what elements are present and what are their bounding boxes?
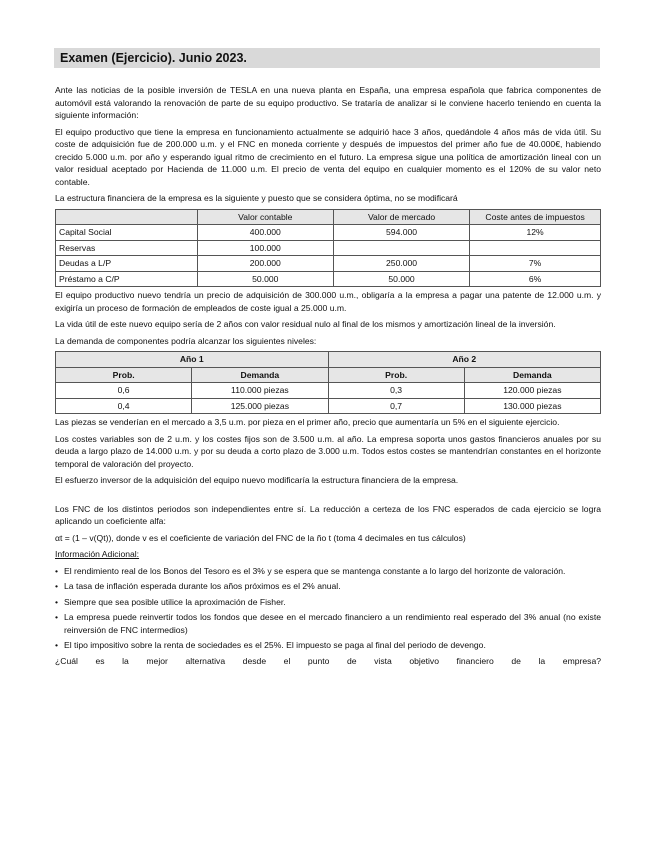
fnc-independence-paragraph: Los FNC de los distintos periodos son independientes entre sí. La reducción a certeza de los FNC esperados de cada ejercicio se logra aplicando un coeficiente alfa: (55, 503, 601, 526)
table-cell: 7% (470, 256, 601, 272)
current-equipment-paragraph: El equipo productivo que tiene la empresa en funcionamiento actualmente se adquirió hace 3 años, quedándole 4 años más de vida útil. Su coste de adquisición fue de 200.000 u.m. y el FNC en moneda corriente y después de impuestos del primer año fue de 40.000€, habiendo crecido 5.000 u.m. por año y esperando igual ritmo de crecimiento en el futuro. La empresa sigue una política de amortización lineal con un valor residual aceptado por Hacienda de 11.000 u.m. El precio de venta del equipo en cualquier momento es el 120% de su valor neto contable. (55, 126, 601, 187)
year-header: Año 1 (56, 352, 329, 368)
table-row (56, 398, 601, 414)
table-header-cell (56, 209, 198, 225)
table-header-cell: Coste antes de impuestos (470, 209, 601, 225)
table-header-cell: Prob. (56, 367, 192, 383)
table-cell: 0,6 (56, 383, 192, 399)
table-cell (333, 240, 469, 256)
table-header-cell: Prob. (328, 367, 464, 383)
table-cell: Capital Social (56, 225, 198, 241)
table-cell: 50.000 (333, 271, 469, 287)
table-cell: 6% (470, 271, 601, 287)
demand-intro: La demanda de componentes podría alcanzar los siguientes niveles: (55, 335, 317, 346)
list-item: • Siempre que sea posible utilice la aproximación de Fisher. (55, 596, 601, 609)
table-header-cell: Valor de mercado (333, 209, 469, 225)
table-cell: Deudas a L/P (56, 256, 198, 272)
table-cell: 594.000 (333, 225, 469, 241)
table-header-cell: Valor contable (197, 209, 333, 225)
list-item: • La empresa puede reinvertir todos los fondos que desee en el mercado financiero a un rendimiento real esperado del 3% anual (no existe reinversión de FNC intermedios) (55, 611, 601, 636)
list-item: • El rendimiento real de los Bonos del Tesoro es el 3% y se espera que se mantenga constante a lo largo del horizonte de valoración. (55, 565, 601, 578)
costs-paragraph: Los costes variables son de 2 u.m. y los costes fijos son de 3.500 u.m. al año. La empresa soporta unos gastos financieros anuales por su deuda a largo plazo de 14.000 u.m. y por su deuda a corto plazo de 3.000 u.m. Todos estos costes se mantendrían constantes en el horizonte temporal de valoración del proyecto. (55, 433, 601, 469)
table-cell: 100.000 (197, 240, 333, 256)
table-cell (470, 240, 601, 256)
table-cell: 125.000 piezas (192, 398, 328, 414)
table-cell: 12% (470, 225, 601, 241)
table-row (56, 256, 601, 272)
table-cell: 130.000 piezas (464, 398, 600, 414)
table-row (56, 240, 601, 256)
info-bullet-list (55, 565, 601, 652)
investment-effort-paragraph: El esfuerzo inversor de la adquisición del equipo nuevo modificaría la estructura financiera de la empresa. (55, 475, 459, 485)
table-cell: 50.000 (197, 271, 333, 287)
table-header-cell: Demanda (192, 367, 328, 383)
table-row (56, 271, 601, 287)
final-question: ¿Cuál es la mejor alternativa desde el punto de vista objetivo financiero de la empresa? (55, 655, 601, 666)
table-header-cell: Demanda (464, 367, 600, 383)
financial-structure-table (55, 209, 601, 288)
year-header: Año 2 (328, 352, 601, 368)
table-cell: 0,4 (56, 398, 192, 414)
table-cell: 400.000 (197, 225, 333, 241)
table-cell: Préstamo a C/P (56, 271, 198, 287)
table-cell: Reservas (56, 240, 198, 256)
alpha-formula: αt = (1 – v(Qt)), donde v es el coeficiente de variación del FNC de la ño t (toma 4 decimales en tus cálculos) (55, 532, 466, 543)
new-equipment-paragraph: El equipo productivo nuevo tendría un precio de adquisición de 300.000 u.m., obligaría a la empresa a pagar una patente de 12.000 u.m. y exigiría un proceso de formación de empleados de coste igual a 25.000 u.m. (55, 290, 601, 313)
exam-body (55, 84, 601, 671)
table-cell: 0,3 (328, 383, 464, 399)
useful-life-paragraph: La vida útil de este nuevo equipo sería de 2 años con valor residual nulo al final de los mismos y amortización lineal de la inversión. (55, 319, 556, 329)
table-cell: 110.000 piezas (192, 383, 328, 399)
spacer (55, 491, 601, 503)
intro-paragraph: Ante las noticias de la posible inversión de TESLA en una nueva planta en España, una empresa española que fabrica componentes de automóvil está valorando la renovación de parte de su equipo productivo. Se trataría de analizar si le conviene hacerlo teniendo en cuenta la siguiente información: (55, 85, 601, 120)
demand-table (55, 351, 601, 414)
table-cell: 120.000 piezas (464, 383, 600, 399)
table-header-row (56, 209, 601, 225)
table-cell: 200.000 (197, 256, 333, 272)
table-header-row (56, 352, 601, 368)
financial-structure-intro: La estructura financiera de la empresa es la siguiente y puesto que se considera óptima, no se modificará (55, 193, 458, 203)
list-item: • El tipo impositivo sobre la renta de sociedades es el 25%. El impuesto se paga al final del periodo de devengo. (55, 639, 601, 652)
table-cell: 0,7 (328, 398, 464, 414)
table-row (56, 225, 601, 241)
table-row (56, 383, 601, 399)
price-paragraph: Las piezas se venderían en el mercado a 3,5 u.m. por pieza en el primer año, precio que aumentaría un 5% en el siguiente ejercicio. (55, 417, 560, 427)
table-header-row (56, 367, 601, 383)
exam-title: Examen (Ejercicio). Junio 2023. (54, 48, 600, 68)
list-item: • La tasa de inflación esperada durante los años próximos es el 2% anual. (55, 580, 601, 593)
info-heading: Información Adicional: (55, 549, 140, 559)
table-cell: 250.000 (333, 256, 469, 272)
